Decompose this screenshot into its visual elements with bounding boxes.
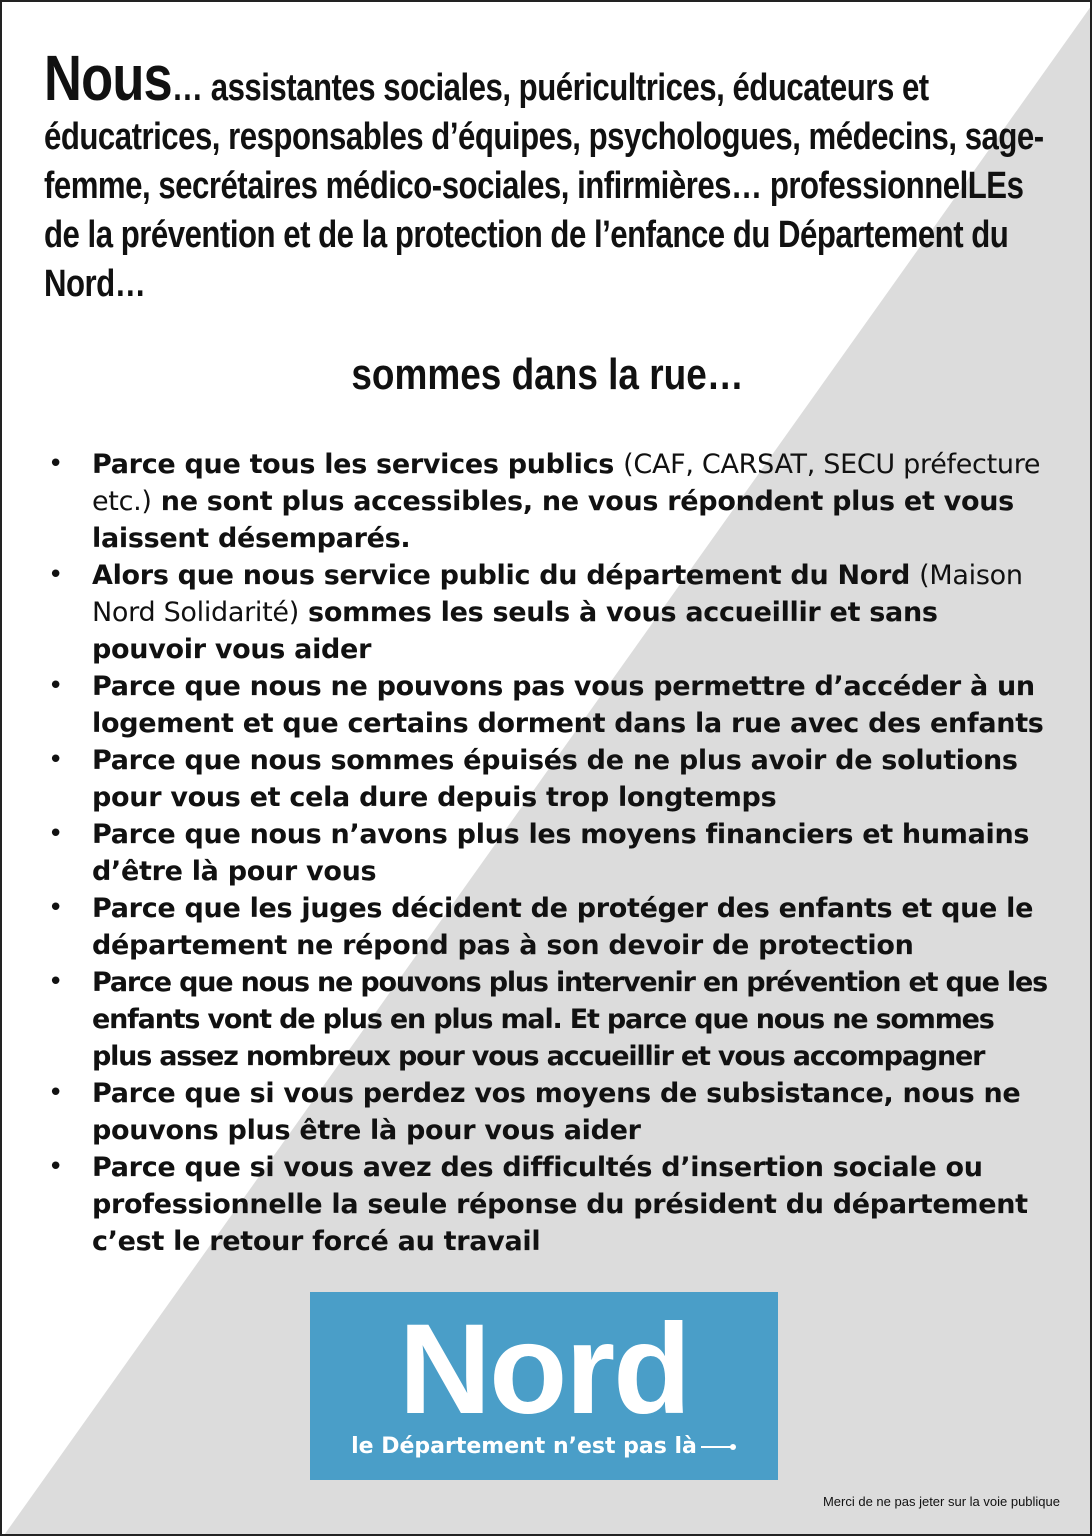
intro-lead-word: Nous (44, 42, 172, 114)
list-item: • Parce que les juges décident de protéger des enfants et que le département ne répond pas à son devoir de protection (44, 890, 1054, 964)
logo-tagline-text: le Département n’est pas là (351, 1434, 697, 1459)
subheading-text: sommes dans la rue… (351, 350, 745, 399)
bullet-icon: • (48, 819, 64, 849)
list-item: • Alors que nous service public du département du Nord (Maison Nord Solidarité) sommes les seuls à vous accueillir et sans pouvoir vous aider (44, 557, 1054, 668)
arrow-icon (701, 1442, 737, 1452)
intro-text: … assistantes sociales, puéricultrices, éducateurs et éducatrices, responsables d’équipes, psychologues, médecins, sage-femme, secrétaires médico-sociales, infirmières… professionnelLEs de la prévention et de la protection de l’enfance du Département du Nord… (44, 67, 1044, 305)
list-item: • Parce que tous les services publics (CAF, CARSAT, SECU préfecture etc.) ne sont plus accessibles, ne vous répondent plus et vous laissent désemparés. (44, 446, 1054, 557)
list-item: • Parce que nous ne pouvons plus intervenir en prévention et que les enfants vont de plus en plus mal. Et parce que nous ne sommes plus assez nombreux pour vous accueillir et vous accompagner (44, 964, 1054, 1075)
bullet-icon: • (48, 1078, 64, 1108)
logo-tagline (310, 1434, 778, 1460)
list-item: • Parce que nous sommes épuisés de ne plus avoir de solutions pour vous et cela dure depuis trop longtemps (44, 742, 1054, 816)
list-item: • Parce que si vous perdez vos moyens de subsistance, nous ne pouvons plus être là pour vous aider (44, 1075, 1054, 1149)
reasons-list (44, 446, 1054, 1260)
subheading (2, 350, 1092, 400)
list-item: • Parce que si vous avez des difficultés d’insertion sociale ou professionnelle la seule réponse du président du département c’est le retour forcé au travail (44, 1149, 1054, 1260)
bullet-icon: • (48, 671, 64, 701)
intro-heading (44, 42, 1065, 309)
bullet-icon: • (48, 967, 63, 997)
list-item: • Parce que nous ne pouvons pas vous permettre d’accéder à un logement et que certains dorment dans la rue avec des enfants (44, 668, 1054, 742)
list-item: • Parce que nous n’avons plus les moyens financiers et humains d’être là pour vous (44, 816, 1054, 890)
footer-note: Merci de ne pas jeter sur la voie publique (822, 1494, 1060, 1509)
bullet-icon: • (48, 560, 64, 590)
bullet-icon: • (48, 449, 64, 479)
logo-word: Nord (398, 1298, 690, 1441)
bullet-icon: • (48, 745, 64, 775)
bullet-icon: • (48, 893, 64, 923)
bullet-icon: • (48, 1152, 64, 1182)
nord-logo (310, 1292, 778, 1480)
